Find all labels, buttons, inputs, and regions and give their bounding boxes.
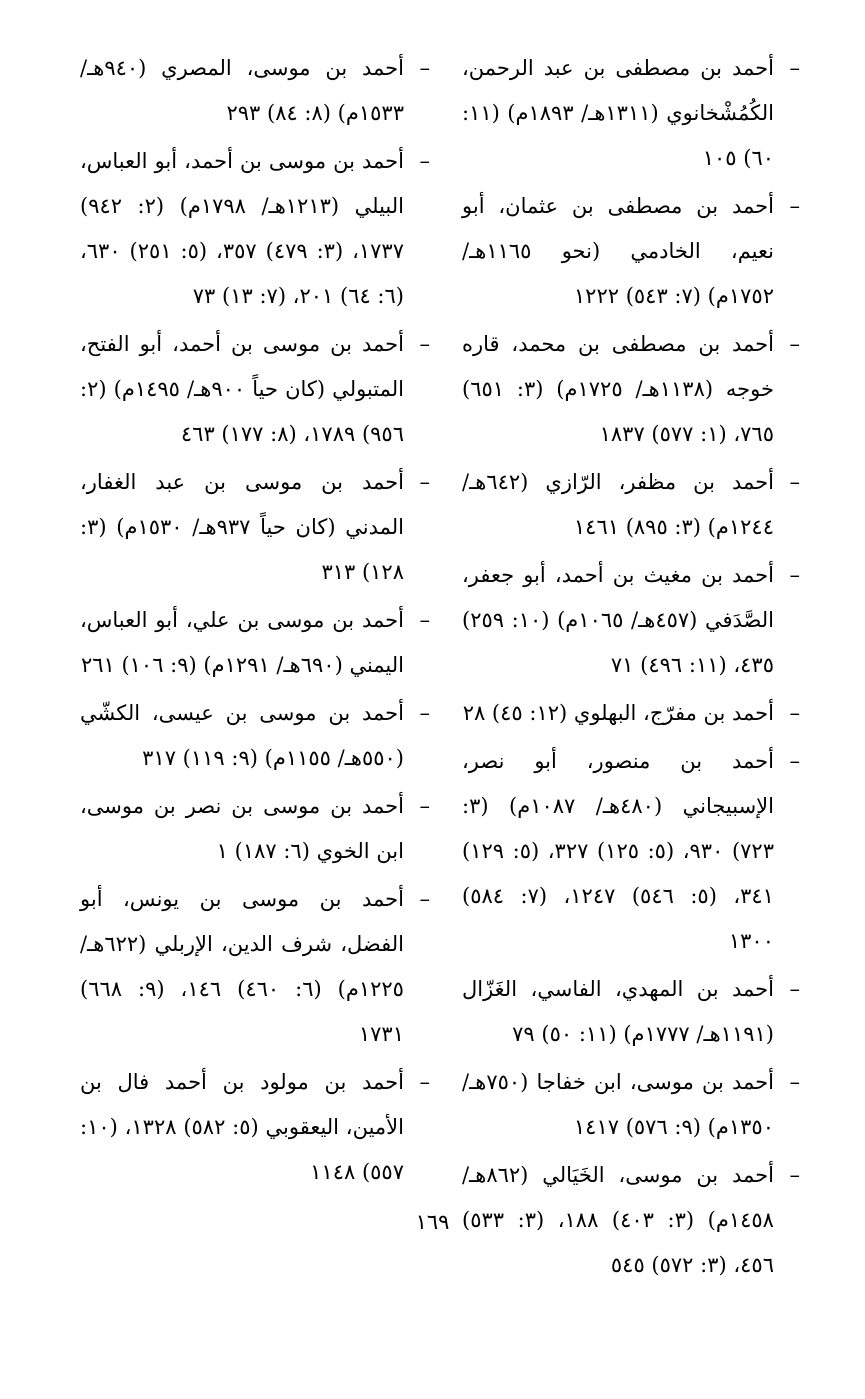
index-entry	[80, 139, 430, 319]
entry-dash: –	[789, 194, 800, 218]
entry-dash: –	[789, 701, 800, 725]
index-entry	[462, 460, 800, 550]
entry-text: أحمد بن مولود بن أحمد فال بن الأمين، اليعقوبي (٥: ٥٨٢) ١٣٢٨، (١٠: ٥٥٧) ١١٤٨	[80, 1070, 404, 1184]
index-entry	[462, 46, 800, 181]
entry-text: أحمد بن المهدي، الفاسي، الغَزّال (١١٩١هـ/ ١٧٧٧م) (١١: ٥٠) ٧٩	[462, 977, 774, 1046]
entry-text: أحمد بن مصطفى بن عثمان، أبو نعيم، الخادمي (نحو ١١٦٥هـ/ ١٧٥٢م) (٧: ٥٤٣) ١٢٢٢	[462, 194, 774, 308]
entry-dash: –	[419, 56, 430, 80]
index-entry	[462, 691, 800, 736]
entry-dash: –	[419, 1070, 430, 1094]
index-entry	[80, 784, 430, 874]
index-entry	[462, 967, 800, 1057]
entry-text: أحمد بن موسى، الخَيَالي (٨٦٢هـ/ ١٤٥٨م) (٣: ٤٠٣) ١٨٨، (٣: ٥٣٣) ٤٥٦، (٣: ٥٧٢) ٥٤٥	[462, 1163, 774, 1277]
entry-text: أحمد بن موسى، المصري (٩٤٠هـ/ ١٥٣٣م) (٨: ٨٤) ٢٩٣	[80, 56, 404, 125]
entry-dash: –	[419, 887, 430, 911]
entry-dash: –	[419, 794, 430, 818]
entry-dash: –	[789, 470, 800, 494]
index-entry	[462, 1060, 800, 1150]
entry-dash: –	[419, 608, 430, 632]
entry-dash: –	[419, 149, 430, 173]
index-entry	[80, 598, 430, 688]
entry-text: أحمد بن موسى بن عبد الغفار، المدني (كان حياً ٩٣٧هـ/ ١٥٣٠م) (٣: ١٢٨) ٣١٣	[80, 470, 404, 584]
index-entry	[462, 553, 800, 688]
entry-dash: –	[419, 470, 430, 494]
entry-text: أحمد بن موسى بن عيسى، الكشّي (٥٥٠هـ/ ١١٥٥م) (٩: ١١٩) ٣١٧	[80, 701, 404, 770]
entry-text: أحمد بن موسى بن نصر بن موسى، ابن الخوي (٦: ١٨٧) ١	[80, 794, 404, 863]
index-entry	[80, 1060, 430, 1195]
index-entry	[80, 877, 430, 1057]
entry-dash: –	[789, 1163, 800, 1187]
entry-dash: –	[419, 701, 430, 725]
entry-text: أحمد بن منصور، أبو نصر، الإسبيجاني (٤٨٠هـ/ ١٠٨٧م) (٣: ٧٢٣) ٩٣٠، (٥: ١٢٥) ٣٢٧، (٥: ١٢٩) ٣٤١، (٥: ٥٤٦) ١٢٤٧، (٧: ٥٨٤) ١٣٠٠	[462, 749, 774, 953]
index-entry	[80, 322, 430, 457]
index-entry	[462, 322, 800, 457]
index-column-right	[462, 46, 800, 1291]
entry-text: أحمد بن مصطفى بن عبد الرحمن، الكُمُشْخانوي (١٣١١هـ/ ١٨٩٣م) (١١: ٦٠) ١٠٥	[462, 56, 774, 170]
entry-text: أحمد بن موسى بن أحمد، أبو الفتح، المتبولي (كان حياً ٩٠٠هـ/ ١٤٩٥م) (٢: ٩٥٦) ١٧٨٩، (٨: ١٧٧) ٤٦٣	[80, 332, 404, 446]
index-entry	[80, 460, 430, 595]
page-number: ١٦٩	[415, 1210, 450, 1234]
entry-text: أحمد بن مصطفى بن محمد، قاره خوجه (١١٣٨هـ/ ١٧٢٥م) (٣: ٦٥١) ٧٦٥، (١: ٥٧٧) ١٨٣٧	[462, 332, 774, 446]
entry-text: أحمد بن مظفر، الرّازي (٦٤٢هـ/ ١٢٤٤م) (٣: ٨٩٥) ١٤٦١	[462, 470, 774, 539]
index-column-left	[80, 46, 430, 1198]
entry-dash: –	[789, 977, 800, 1001]
index-entry	[80, 691, 430, 781]
index-entry	[462, 184, 800, 319]
entry-text: أحمد بن موسى بن علي، أبو العباس، اليمني (٦٩٠هـ/ ١٢٩١م) (٩: ١٠٦) ٢٦١	[80, 608, 404, 677]
index-entry	[80, 46, 430, 136]
entry-dash: –	[789, 563, 800, 587]
entry-text: أحمد بن مغيث بن أحمد، أبو جعفر، الصَّدَفي (٤٥٧هـ/ ١٠٦٥م) (١٠: ٢٥٩) ٤٣٥، (١١: ٤٩٦) ٧١	[462, 563, 774, 677]
entry-dash: –	[789, 1070, 800, 1094]
entry-dash: –	[419, 332, 430, 356]
entry-dash: –	[789, 332, 800, 356]
entry-dash: –	[789, 749, 800, 773]
entry-text: أحمد بن موسى، ابن خفاجا (٧٥٠هـ/ ١٣٥٠م) (٩: ٥٧٦) ١٤١٧	[462, 1070, 774, 1139]
entry-text: أحمد بن موسى بن يونس، أبو الفضل، شرف الدين، الإربلي (٦٢٢هـ/ ١٢٢٥م) (٦: ٤٦٠) ١٤٦، (٩: ٦٦٨) ١٧٣١	[80, 887, 404, 1046]
entry-text: أحمد بن مفرّج، البهلوي (١٢: ٤٥) ٢٨	[462, 701, 774, 725]
index-entry	[462, 739, 800, 964]
entry-text: أحمد بن موسى بن أحمد، أبو العباس، البيلي (١٢١٣هـ/ ١٧٩٨م) (٢: ٩٤٢) ١٧٣٧، (٣: ٤٧٩) ٣٥٧، (٥: ٢٥١) ٦٣٠، (٦: ٦٤) ٢٠١، (٧: ١٣) ٧٣	[80, 149, 404, 308]
entry-dash: –	[789, 56, 800, 80]
